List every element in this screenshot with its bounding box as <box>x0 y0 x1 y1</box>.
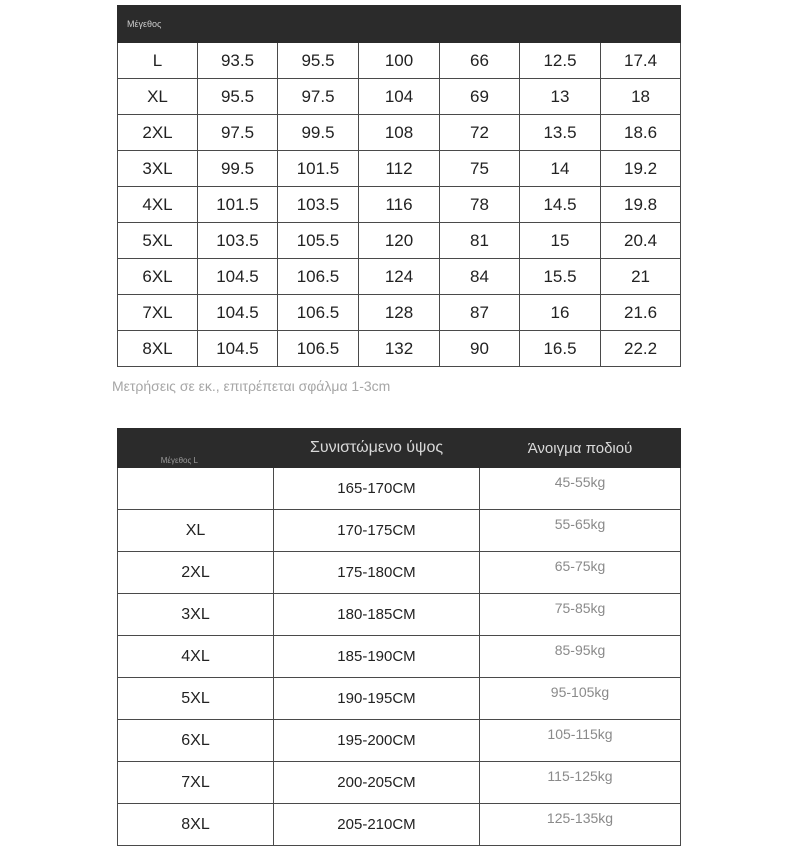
table-row <box>118 804 681 846</box>
measurement-cell: 21.6 <box>601 295 681 331</box>
measurement-cell: 99.5 <box>198 151 278 187</box>
weight-cell: 75-85kg <box>480 594 681 636</box>
size-column-header: Μέγεθος L <box>118 429 274 468</box>
measurement-cell: 103.5 <box>198 223 278 259</box>
measurement-cell: 84 <box>440 259 520 295</box>
height-cell: 185-190CM <box>274 636 480 678</box>
weight-cell: 55-65kg <box>480 510 681 552</box>
weight-cell: 45-55kg <box>480 468 681 510</box>
measurement-cell: 124 <box>359 259 440 295</box>
table-row <box>118 43 681 79</box>
measurement-cell: 120 <box>359 223 440 259</box>
measurement-cell: 104.5 <box>198 331 278 367</box>
measurement-cell: 21 <box>601 259 681 295</box>
measurement-cell: 17.4 <box>601 43 681 79</box>
measurement-cell: 19.2 <box>601 151 681 187</box>
size-cell: 6XL <box>118 259 198 295</box>
size-cell: 7XL <box>118 762 274 804</box>
height-cell: 190-195CM <box>274 678 480 720</box>
measurement-cell: 14 <box>520 151 601 187</box>
table-row <box>118 259 681 295</box>
table-row <box>118 187 681 223</box>
measurement-cell: 15.5 <box>520 259 601 295</box>
size-cell: 2XL <box>118 552 274 594</box>
height-column-header: Συνιστώμενο ύψος <box>274 429 480 468</box>
table-row <box>118 636 681 678</box>
measurement-cell: 13.5 <box>520 115 601 151</box>
size-cell: XL <box>118 79 198 115</box>
measurement-cell: 95.5 <box>198 79 278 115</box>
table-row <box>118 678 681 720</box>
measurement-cell: 112 <box>359 151 440 187</box>
measurement-cell: 101.5 <box>198 187 278 223</box>
size-cell: 2XL <box>118 115 198 151</box>
measurement-cell: 95.5 <box>278 43 359 79</box>
size-cell: 4XL <box>118 187 198 223</box>
weight-cell: 95-105kg <box>480 678 681 720</box>
height-cell: 195-200CM <box>274 720 480 762</box>
measurement-cell: 106.5 <box>278 259 359 295</box>
measurement-cell: 16.5 <box>520 331 601 367</box>
size-cell: XL <box>118 510 274 552</box>
height-cell: 170-175CM <box>274 510 480 552</box>
measurement-cell: 81 <box>440 223 520 259</box>
measurement-cell: 99.5 <box>278 115 359 151</box>
measurement-cell: 97.5 <box>278 79 359 115</box>
size-cell: 8XL <box>118 331 198 367</box>
measurement-cell: 75 <box>440 151 520 187</box>
size-cell: 4XL <box>118 636 274 678</box>
table-row <box>118 468 681 510</box>
measurement-cell: 13 <box>520 79 601 115</box>
measurement-cell: 104.5 <box>198 259 278 295</box>
table-row <box>118 594 681 636</box>
measurement-cell: 72 <box>440 115 520 151</box>
measurement-note: Μετρήσεις σε εκ., επιτρέπεται σφάλμα 1-3cm <box>112 378 391 394</box>
table-row <box>118 762 681 804</box>
weight-column-header: Άνοιγμα ποδιού <box>480 429 681 468</box>
measurement-cell: 106.5 <box>278 331 359 367</box>
table-header <box>118 6 681 43</box>
measurement-cell: 87 <box>440 295 520 331</box>
measurement-cell: 69 <box>440 79 520 115</box>
measurement-cell: 104.5 <box>198 295 278 331</box>
size-cell: 6XL <box>118 720 274 762</box>
size-cell: 3XL <box>118 151 198 187</box>
measurement-cell: 116 <box>359 187 440 223</box>
measurement-cell: 93.5 <box>198 43 278 79</box>
measurement-cell: 106.5 <box>278 295 359 331</box>
measurement-cell: 15 <box>520 223 601 259</box>
size-cell: 8XL <box>118 804 274 846</box>
table-row <box>118 79 681 115</box>
table-row <box>118 115 681 151</box>
measurement-cell: 14.5 <box>520 187 601 223</box>
table-row <box>118 510 681 552</box>
height-cell: 165-170CM <box>274 468 480 510</box>
measurement-cell: 18.6 <box>601 115 681 151</box>
measurement-cell: 19.8 <box>601 187 681 223</box>
height-cell: 200-205CM <box>274 762 480 804</box>
measurement-cell: 90 <box>440 331 520 367</box>
table-row <box>118 151 681 187</box>
table-row <box>118 223 681 259</box>
weight-cell: 115-125kg <box>480 762 681 804</box>
measurement-cell: 16 <box>520 295 601 331</box>
table-row <box>118 720 681 762</box>
measurement-cell: 108 <box>359 115 440 151</box>
measurement-cell: 18 <box>601 79 681 115</box>
measurement-cell: 12.5 <box>520 43 601 79</box>
measurement-cell: 132 <box>359 331 440 367</box>
height-cell: 205-210CM <box>274 804 480 846</box>
size-cell: 3XL <box>118 594 274 636</box>
measurement-cell: 78 <box>440 187 520 223</box>
size-measurements-table <box>117 5 681 367</box>
measurement-cell: 22.2 <box>601 331 681 367</box>
measurement-cell: 103.5 <box>278 187 359 223</box>
measurement-cell: 66 <box>440 43 520 79</box>
table-header-row <box>118 429 681 468</box>
weight-cell: 65-75kg <box>480 552 681 594</box>
size-cell <box>118 468 274 510</box>
size-cell: 5XL <box>118 223 198 259</box>
weight-cell: 125-135kg <box>480 804 681 846</box>
measurement-cell: 20.4 <box>601 223 681 259</box>
weight-cell: 105-115kg <box>480 720 681 762</box>
table-row <box>118 295 681 331</box>
table-row <box>118 331 681 367</box>
weight-cell: 85-95kg <box>480 636 681 678</box>
size-header-label: Μέγεθος <box>127 18 162 29</box>
height-cell: 175-180CM <box>274 552 480 594</box>
measurement-cell: 101.5 <box>278 151 359 187</box>
measurement-cell: 100 <box>359 43 440 79</box>
size-cell: L <box>118 43 198 79</box>
measurement-cell: 97.5 <box>198 115 278 151</box>
measurement-cell: 105.5 <box>278 223 359 259</box>
recommended-size-table <box>117 428 681 846</box>
measurement-cell: 104 <box>359 79 440 115</box>
size-cell: 7XL <box>118 295 198 331</box>
size-cell: 5XL <box>118 678 274 720</box>
measurement-cell: 128 <box>359 295 440 331</box>
table-row <box>118 552 681 594</box>
height-cell: 180-185CM <box>274 594 480 636</box>
